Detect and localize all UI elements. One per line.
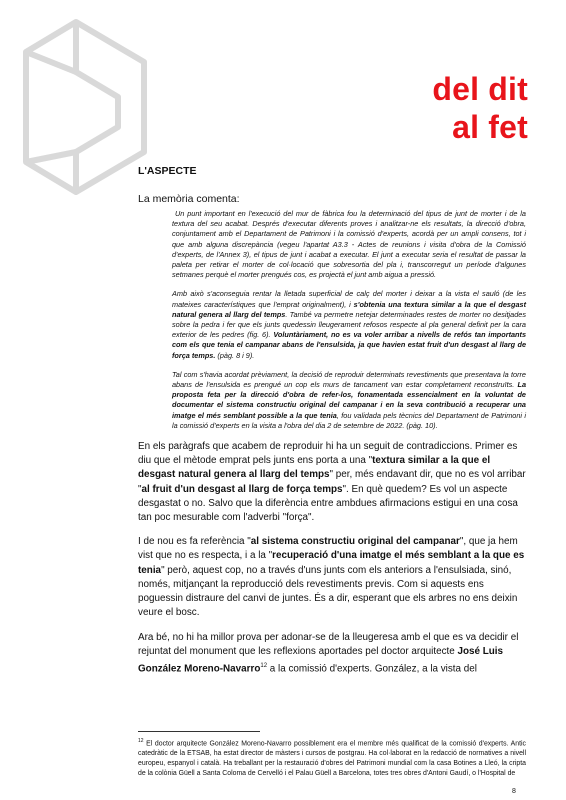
text-run: " però, aquest cop, no a través d'uns junts com els anteriors a l'ensulsiada, sinó, només, mitjançant la reproducció dels revestiments previs. Com si aquests ens poguessin distraure del canvi de juntes. És a dir, esperant que els arbres no ens deixin veure el bosc. — [138, 564, 518, 619]
text-run: ", que ja hem vist que no es respecta, i a la " — [138, 536, 518, 562]
text-run: I de nou es fa referència " — [138, 536, 251, 548]
footnote-number: 12 — [138, 738, 144, 744]
footnote-text: El doctor arquitecte González Moreno-Navarro possiblement era el membre més qualificat de la comissió d'experts. Antic catedràtic de la ETSAB, ha estat director de màsters i cursos de postgrau. Ha col·laborat en la redacció de normatives a nivell europeu, espanyol i català. Ha treballant per la restauració d'obres del Patrimoni mundial com la casa Botines a Lleó, la cripta de la colònia Güell a Santa Coloma de Cervelló i el Palau Güell a Barcelona, totes tres obres d'Antoni Gaudí, o l'Hospital de — [138, 740, 526, 778]
bold-run: textura similar a la que el desgast natural genera al llarg del temps — [138, 455, 491, 481]
footnote-ref: 12 — [260, 662, 268, 669]
bold-run: recuperació d'una imatge el més semblant a la que es tenia — [138, 550, 525, 576]
text-run: " per, més endavant dir, que no es vol arribar " — [138, 469, 526, 495]
body-paragraph-3 — [138, 631, 526, 677]
text-run: Un punt important en l'execució del mur de fàbrica fou la determinació del tipus de junt de morter i de la textura del seu acabat. Després d'executar diferents proves i analitzar-ne els resultats, la direcció d'obra, conjuntament amb el Departament de Patrimoni i la comissió d'experts, acordà per un ampli consens, tot i que amb alguna discrepància (vegeu l'apartat A3.3 - Actes de reunions i visita d'obra de la Comissió d'experts, de l'Annex 3), el tipus de junt i acabat a executar. El junt a executar seria el resultat de passar la paleta per retirar el morter de col·locació que sobresortia del pla i, transcorregut un període d'algunes setmanes perquè el morter prengués cos, es projectà el junt amb aigua a pressió. — [172, 209, 526, 280]
text-run: Ara bé, no hi ha millor prova per adonar-se de la lleugeresa amb el que es va decidir el rejuntat del monument que les reflexions aportades pel doctor arquitecte — [138, 631, 519, 657]
bold-run: La proposta feta per la direcció d'obra de refer-los, fonamentada essencialment en la voluntat de documentar el sistema constructiu original del campanar i en la seva contribució a recuperar una imatge el més semblant possible a la que tenia — [172, 380, 526, 420]
quote-paragraph-1 — [172, 209, 526, 280]
section-heading: L'ASPECTE — [138, 165, 197, 177]
footnote-divider — [138, 731, 260, 732]
quote-paragraph-3 — [172, 370, 526, 431]
quote-paragraph-2 — [172, 289, 526, 360]
text-run: En els paràgrafs que acabem de reproduir hi ha un seguit de contradiccions. Primer es diu que el mètode emprat pels junts ens porta a una " — [138, 441, 518, 467]
bold-run: al fruit d'un desgast al llarg de força temps — [141, 483, 343, 495]
brand-title — [432, 70, 528, 146]
text-run: a la comissió d'experts. González, a la vista del — [267, 663, 477, 675]
hexagon-outline-logo — [18, 12, 150, 202]
brand-line-2: al fet — [452, 109, 528, 145]
bold-run: José Luis González Moreno-Navarro — [138, 645, 504, 675]
main-content — [138, 165, 526, 686]
body-paragraph-2 — [138, 535, 526, 620]
page-number: 8 — [512, 788, 516, 795]
bold-run: al sistema constructiu original del campanar — [250, 536, 460, 548]
intro-text: La memòria comenta: — [138, 193, 240, 205]
text-run: . També va permetre netejar determinades restes de morter no desitjades sobre la pedra i fer que els junts quedessin lleugerament refosos respecte al pla general definit per la cara exterior de les pedres (fig. 6). — [172, 309, 526, 340]
body-paragraph-1 — [138, 440, 526, 525]
bold-run: s'obtenia una textura similar a la que el desgast natural genera al llarg del temps — [172, 299, 526, 319]
footnote — [138, 736, 526, 779]
text-run: , fou validada pels tècnics del Departament de Patrimoni i la comissió d'experts en la visita a l'obra del dia 2 de setembre de 2022. (pàg. 10). — [172, 410, 526, 430]
bold-run: Voluntàriament, no es va voler arribar a nivells de refós tan importants com els que tenia el campanar abans de l'ensulsida, ja que havien estat fruit d'un desgast al llarg de força temps. — [172, 330, 526, 360]
text-run: Tal com s'havia acordat prèviament, la decisió de reproduir determinats revestiments que presentava la torre abans de l'ensulsida es prengué un cop els murs de tancament van estar completament reconstruïts. — [172, 369, 526, 390]
text-run: (pàg. 8 i 9). — [215, 350, 255, 360]
text-run: Amb això s'aconseguia rentar la lletada superficial de calç del morter i deixar a la vista el sauló (de les mateixes característiques que l'emprat originalment), i — [172, 289, 526, 309]
block-quote — [172, 209, 526, 431]
brand-line-1: del dit — [432, 71, 528, 107]
text-run: ". En què quedem? Es vol un aspecte desgastat o no. Salvo que la diferència entre ambdues afirmacions estigui en una cosa tan poc mesurable com l'adverbi "força". — [138, 483, 518, 524]
